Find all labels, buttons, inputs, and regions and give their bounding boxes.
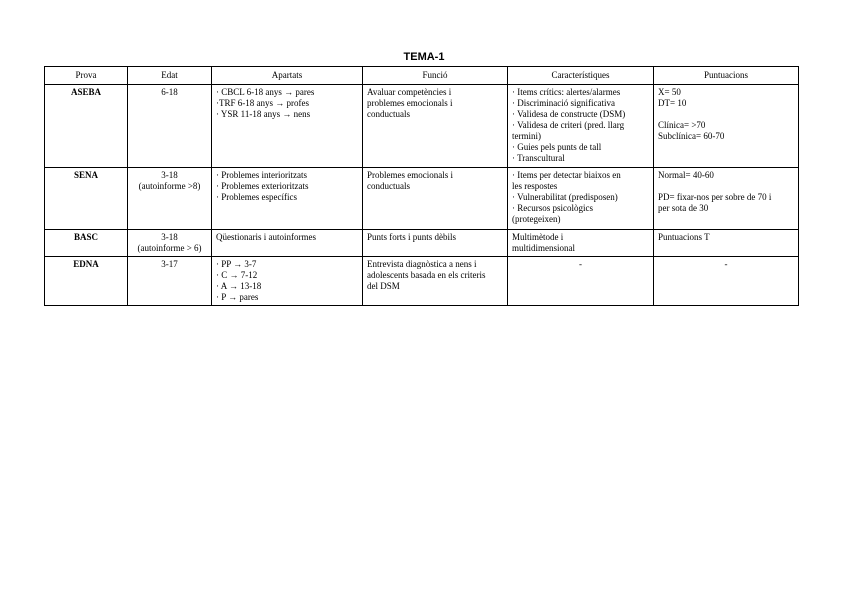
cell-line: · A → 13-18 [216, 281, 262, 291]
cell-caracteristiques [508, 230, 654, 257]
cell-line: (autoinforme > 6) [137, 243, 202, 253]
cell-edat [128, 230, 212, 257]
cell-funcio [363, 257, 508, 306]
cell-line: DT= 10 [658, 98, 687, 108]
cell-edat [128, 85, 212, 168]
cell-prova: ASEBA [45, 85, 128, 168]
cell-caracteristiques [508, 257, 654, 306]
cell-apartats [212, 230, 363, 257]
cell-line: problemes emocionals i [367, 98, 453, 108]
cell-line: Entrevista diagnòstica a nens i [367, 259, 477, 269]
cell-puntuacions [654, 85, 799, 168]
document-title: TEMA-1 [403, 51, 445, 63]
table-header-row [45, 67, 799, 85]
cell-line: Subclínica= 60-70 [658, 131, 725, 141]
cell-line: Avaluar competències i [367, 87, 452, 97]
cell-funcio [363, 85, 508, 168]
cell-apartats [212, 257, 363, 306]
cell-line: · Recursos psicològics [512, 203, 593, 213]
cell-line: (protegeixen) [512, 214, 561, 224]
cell-line: - [579, 259, 582, 269]
cell-line: adolescents basada en els criteris [367, 270, 486, 280]
cell-line: per sota de 30 [658, 203, 709, 213]
header-prova: Prova [45, 67, 128, 85]
cell-puntuacions [654, 168, 799, 230]
cell-caracteristiques [508, 85, 654, 168]
cell-line: ·TRF 6-18 anys → profes [216, 98, 309, 108]
cell-line: · Validesa de criteri (pred. llarg [512, 120, 625, 130]
cell-apartats [212, 85, 363, 168]
cell-line: · Transcultural [512, 153, 565, 163]
cell-line: Clínica= >70 [658, 120, 706, 130]
cell-prova: BASC [45, 230, 128, 257]
cell-line: Puntuacions T [658, 232, 710, 242]
table-row-sena [45, 168, 799, 230]
cell-line: (autoinforme >8) [138, 181, 201, 191]
cell-line: · Problemes específics [216, 192, 297, 202]
header-apartats: Apartats [212, 67, 363, 85]
cell-line: X= 50 [658, 87, 681, 97]
line-gap [658, 109, 794, 120]
line-gap [658, 181, 794, 192]
cell-line: Qüestionaris i autoinformes [216, 232, 316, 242]
cell-line: · Items crítics: alertes/alarmes [512, 87, 621, 97]
cell-caracteristiques [508, 168, 654, 230]
cell-line: Multimètode i [512, 232, 564, 242]
cell-line: 3-18 [161, 232, 178, 242]
cell-funcio [363, 230, 508, 257]
cell-line: · P → pares [216, 292, 259, 302]
cell-line: Normal= 40-60 [658, 170, 714, 180]
header-puntuacions: Puntuacions [654, 67, 799, 85]
cell-line: · Problemes exterioritzats [216, 181, 309, 191]
cell-line: - [724, 259, 728, 269]
cell-line: · Validesa de constructe (DSM) [512, 109, 626, 119]
cell-line: conductuals [367, 181, 410, 191]
cell-line: · Items per detectar biaixos en [512, 170, 621, 180]
cell-line: · Guies pels punts de tall [512, 142, 602, 152]
cell-line: · Problemes interioritzats [216, 170, 307, 180]
cell-edat [128, 168, 212, 230]
cell-line: 3-17 [161, 259, 178, 269]
cell-line: · PP → 3-7 [216, 259, 257, 269]
cell-line: del DSM [367, 281, 400, 291]
cell-line: termini) [512, 131, 541, 141]
cell-line: conductuals [367, 109, 410, 119]
cell-edat [128, 257, 212, 306]
cell-line: · CBCL 6-18 anys → pares [216, 87, 315, 97]
cell-puntuacions [654, 257, 799, 306]
table-row-aseba [45, 85, 799, 168]
table-row-edna [45, 257, 799, 306]
cell-funcio [363, 168, 508, 230]
cell-line: PD= fixar-nos per sobre de 70 i [658, 192, 772, 202]
cell-line: · C → 7-12 [216, 270, 258, 280]
cell-line: 3-18 [161, 170, 178, 180]
tests-table [44, 66, 799, 306]
table-row-basc [45, 230, 799, 257]
cell-puntuacions [654, 230, 799, 257]
cell-prova: SENA [45, 168, 128, 230]
cell-line: Punts forts i punts dèbils [367, 232, 457, 242]
cell-apartats [212, 168, 363, 230]
cell-line: · Vulnerabilitat (predisposen) [512, 192, 618, 202]
cell-line: les respostes [512, 181, 558, 191]
cell-line: multidimensional [512, 243, 575, 253]
header-funcio: Funció [363, 67, 508, 85]
header-edat: Edat [128, 67, 212, 85]
header-caracteristiques: Característiques [508, 67, 654, 85]
cell-line: · YSR 11-18 anys → nens [216, 109, 311, 119]
cell-line: 6-18 [161, 87, 178, 97]
cell-line: · Discriminació significativa [512, 98, 615, 108]
cell-line: Problemes emocionals i [367, 170, 453, 180]
cell-prova: EDNA [45, 257, 128, 306]
